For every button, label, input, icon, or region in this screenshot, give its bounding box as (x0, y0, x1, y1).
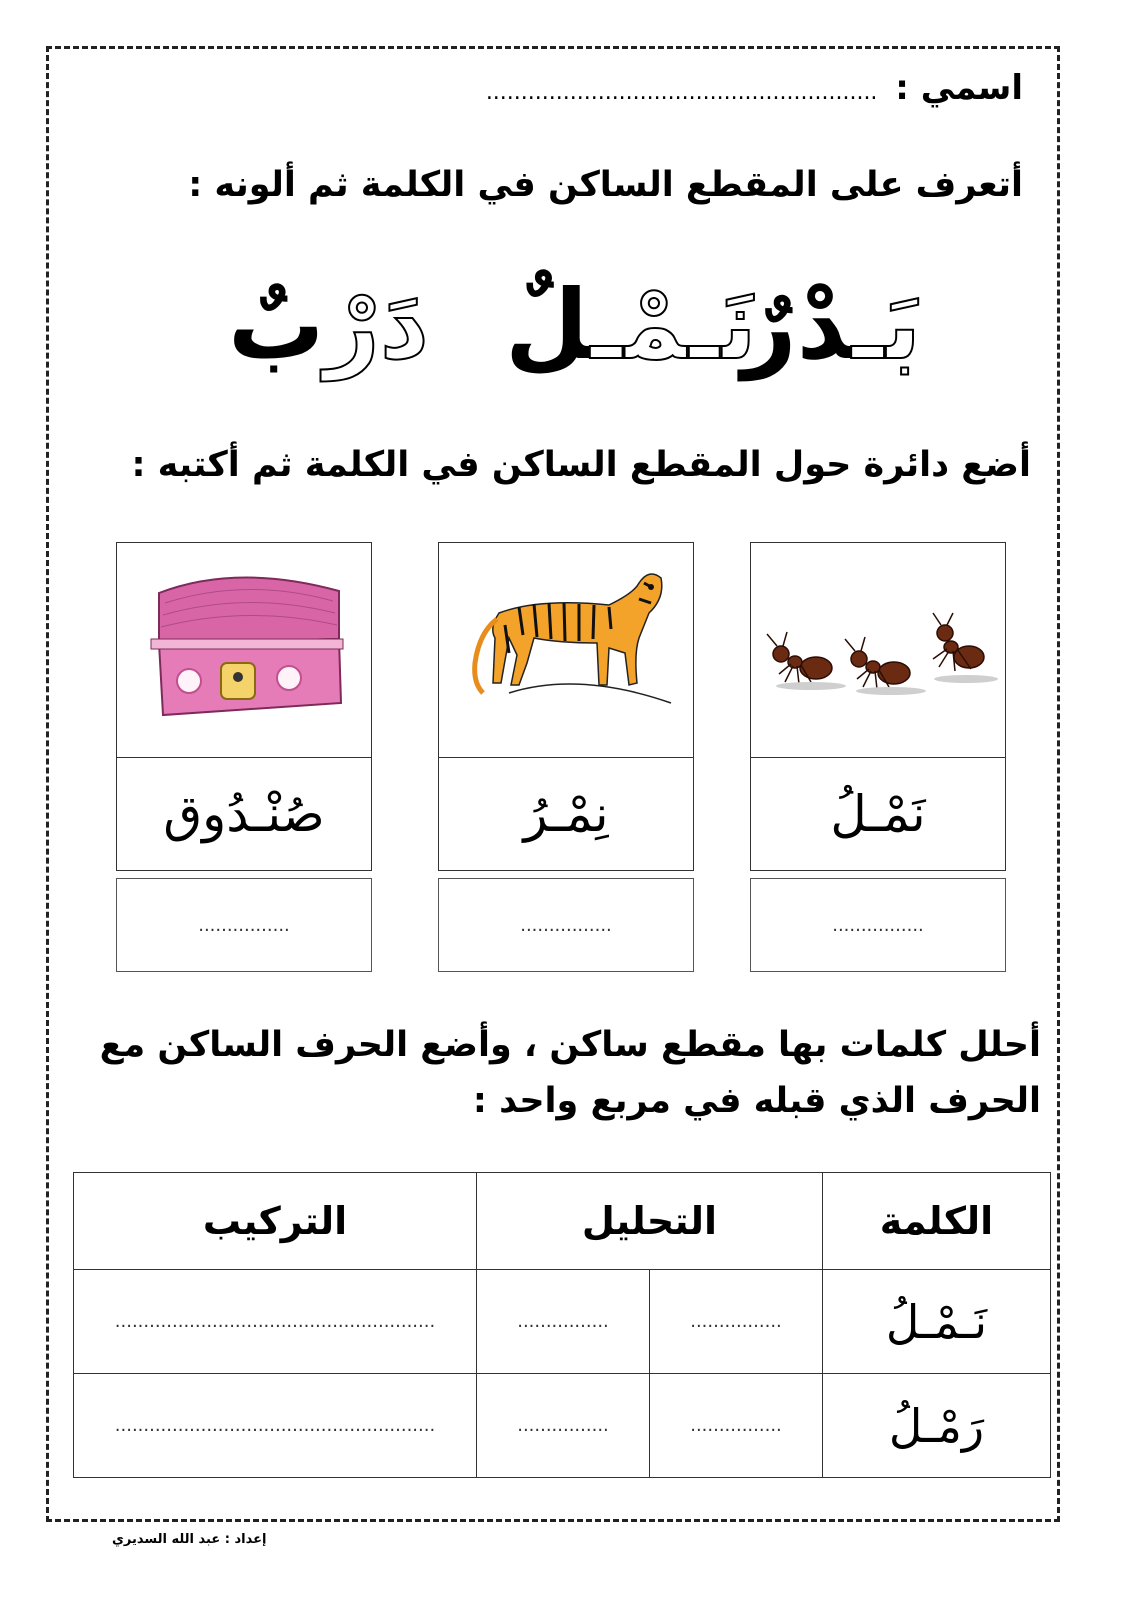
word-filled-part: دْرٌ (741, 269, 853, 381)
header-synthesis: التركيب (74, 1173, 477, 1270)
answer-box[interactable]: ................ (750, 878, 1006, 972)
treasure-chest-icon (117, 543, 370, 756)
card-word[interactable]: نَمْـلُ (750, 758, 1006, 871)
word-outline-part[interactable]: دَرْ (324, 269, 429, 381)
table-row (74, 1270, 1051, 1374)
ants-icon (751, 543, 1004, 756)
synthesis-cell[interactable]: ........................................................ (74, 1270, 477, 1374)
synthesis-cell[interactable]: ........................................................ (74, 1374, 477, 1478)
row-word: رَمْـلُ (823, 1374, 1051, 1478)
header-analysis: التحليل (477, 1173, 823, 1270)
word-card-chest (116, 542, 372, 972)
table-header-row (74, 1173, 1051, 1270)
instruction-color-syllable: أتعرف على المقطع الساكن في الكلمة ثم ألونه : (188, 165, 1023, 205)
word-outline-part[interactable]: بَـ (852, 269, 921, 381)
analysis-table (73, 1172, 1051, 1478)
table-row (74, 1374, 1051, 1478)
answer-box[interactable]: ................ (116, 878, 372, 972)
card-picture (116, 542, 372, 758)
card-word[interactable]: نِمْـرُ (438, 758, 694, 871)
word-card-ants (750, 542, 1006, 972)
instruction-analyze-words: أحلل كلمات بها مقطع ساكن ، وأضع الحرف الساكن مع الحرف الذي قبله في مربع واحد : (99, 1025, 1041, 1121)
name-label: اسمي : (895, 68, 1023, 108)
analysis-cell-2[interactable]: ................ (477, 1270, 650, 1374)
card-picture (438, 542, 694, 758)
card-picture (750, 542, 1006, 758)
answer-box[interactable]: ................ (438, 878, 694, 972)
analysis-cell-1[interactable]: ................ (650, 1374, 823, 1478)
word-card-tiger (438, 542, 694, 972)
analysis-cell-2[interactable]: ................ (477, 1374, 650, 1478)
word-filled-part: بٌ (228, 269, 325, 381)
name-field[interactable] (486, 68, 1023, 108)
tiger-icon (439, 543, 692, 756)
word-outline-part[interactable]: نَـمْـ (590, 269, 757, 381)
word-filled-part: لٌ (505, 269, 591, 381)
colorable-word-1[interactable] (741, 268, 921, 383)
colorable-word-2[interactable] (505, 268, 757, 383)
name-dots[interactable]: ........................................................ (485, 80, 878, 105)
author-credit: إعداد : عبد الله السديري (112, 1532, 267, 1547)
row-word: نَـمْـلُ (823, 1270, 1051, 1374)
card-word[interactable]: صُنْـدُوق (116, 758, 372, 871)
instruction-circle-syllable: أضع دائرة حول المقطع الساكن في الكلمة ثم أكتبه : (131, 445, 1031, 485)
colorable-word-3[interactable] (228, 268, 429, 383)
analysis-cell-1[interactable]: ................ (650, 1270, 823, 1374)
header-word: الكلمة (823, 1173, 1051, 1270)
